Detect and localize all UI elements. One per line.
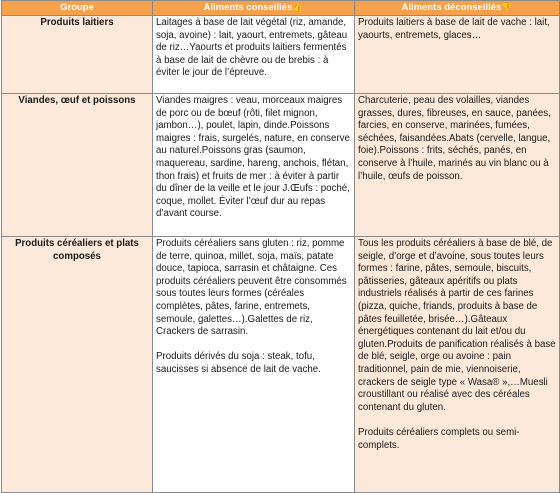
recommended-text: Produits céréaliers sans gluten : riz, pomme de terre, quinoa, millet, soja, maïs, patate douce, tapioca, sarrasin et châtaigne. Ces produits céréaliers peuvent être consommés sous toutes leurs formes (céréales complètes, pâtes, farine, entremets, semoule, galettes…).Galettes de riz, Crackers de sarrasin. <box>156 238 347 338</box>
discouraged-cell <box>355 16 560 94</box>
header-discouraged <box>355 1 560 16</box>
header-group-label: Groupe <box>60 1 94 13</box>
table-row-meat <box>2 94 560 237</box>
header-group <box>2 1 153 16</box>
thumbs-down-icon: 👎 <box>501 2 513 13</box>
discouraged-cell <box>355 94 560 237</box>
group-label: Produits céréaliers et plats composés <box>15 238 139 262</box>
recommended-text: Viandes maigres : veau, morceaux maigres de porc ou de bœuf (rôti, filet mignon, jambon…), poulet, lapin, dinde.Poissons maigres : frais, surgelés, nature, en conserve au naturel.Poissons gras (saumon, maquereau, sardine, hareng, anchois, flétan, thon frais) et fruits de mer : à éviter à partir du dîner de la veille et le jour J.Œufs : poché, coque, mollet. Éviter l’œuf dur au repas d’avant course. <box>156 95 350 220</box>
group-cell <box>2 237 153 493</box>
group-label: Viandes, œuf et poissons <box>18 95 136 106</box>
header-discouraged-label: Aliments déconseillés <box>401 2 502 14</box>
discouraged-text: Produits laitiers à base de lait de vache : lait, yaourts, entremets, glaces… <box>358 17 550 41</box>
recommended-cell <box>153 16 355 94</box>
recommended-cell <box>153 94 355 237</box>
header-row <box>2 1 560 16</box>
recommended-text: Produits dérivés du soja : steak, tofu, saucisses si absence de lait de vache. <box>156 351 321 375</box>
recommended-text: Laitages à base de lait végétal (riz, amande, soja, avoine) : lait, yaourt, entremets, gâteau de riz…Yaourts et produits laitiers fermentés à base de lait de chèvre ou de brebis : à éviter le jour de l’épreuve. <box>156 17 348 79</box>
recommended-cell <box>153 237 355 493</box>
table-row-dairy <box>2 16 560 94</box>
group-label: Produits laitiers <box>40 17 114 28</box>
table-row-cereals <box>2 237 560 493</box>
group-cell <box>2 16 153 94</box>
diet-table <box>1 0 560 493</box>
thumbs-up-icon: 👍 <box>292 2 304 13</box>
discouraged-cell <box>355 237 560 493</box>
header-recommended <box>153 1 355 16</box>
discouraged-text: Charcuterie, peau des volailles, viandes grasses, dures, fibreuses, en sauce, panées, farcies, en conserve, marinées, fumées, séchées, faisandées.Abats (cervelle, langue, foie).Poissons : frits, séchés, panés, en conserve à l’huile, marinés au vin blanc ou à l’huile, œufs de poisson. <box>358 95 551 182</box>
header-recommended-label: Aliments conseillés <box>203 2 293 14</box>
group-cell <box>2 94 153 237</box>
discouraged-text: Tous les produits céréaliers à base de blé, de seigle, d’orge et d’avoine, sous toutes leurs formes : farine, pâtes, semoule, biscuits, pâtisseries, gâteaux apéritifs ou plats industriels réalisés à partir de ces farines (pizza, quiche, friands, produits à base de pâtes feuilletée, brisée…).Gâteaux énergétiques contenant du lait et/ou du gluten.Produits de panification réalisés à base de blé, seigle, orge ou avoine : pain traditionnel, pain de mie, viennoiserie, crackers de seigle type « Wasa® »,…Muesli croustillant ou réalisé avec des céréales contenant du gluten. <box>358 238 556 413</box>
discouraged-text: Produits céréaliers complets ou semi-complets. <box>358 426 520 451</box>
